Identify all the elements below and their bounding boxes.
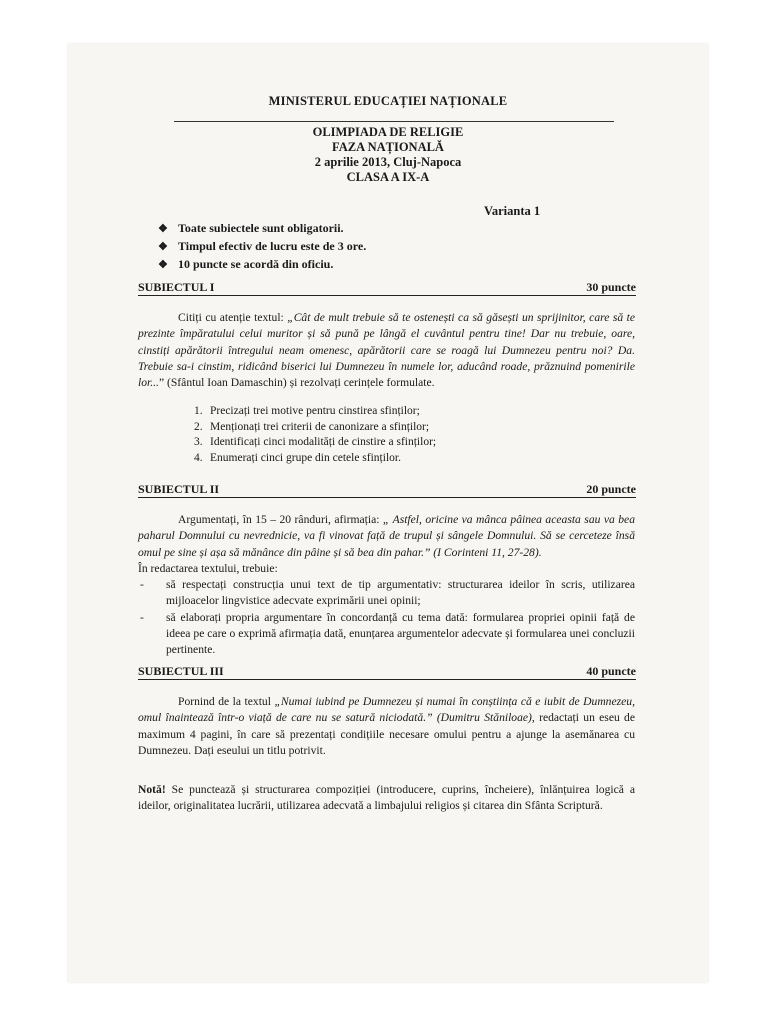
requirement-item [194, 420, 436, 436]
subject1-title: SUBIECTUL I [138, 280, 215, 294]
exam-paper [68, 44, 708, 982]
subject1-requirements [194, 404, 436, 466]
subject2-lead: În redactarea textului, trebuie: [138, 561, 278, 575]
subject3-heading [138, 664, 636, 680]
requirement-number: 1. [194, 405, 203, 417]
requirement-text: Precizați trei motive pentru cinstirea sfinților; [210, 405, 420, 417]
subject3-after: redactați un eseu de maximum 4 pagini, în care să prezentați condițiile necesare omului pentru a ajunge la asemănarea cu Dumnezeu. Dați eseului un titlu potrivit. [138, 711, 635, 757]
requirement-number: 2. [194, 420, 203, 433]
exam-rules [158, 220, 366, 274]
subject2-quote: „ Astfel, oricine va mânca pâinea aceasta sau va bea paharul Domnului cu nevrednicie, va fi vinovat față de trupul și sângele Domnului. Să se cerceteze însă omul pe sine și așa să mănânce din pâine și să bea din pahar.” (I Corinteni 11, 27-28). [138, 513, 635, 559]
phase-title: FAZA NAȚIONALĂ [332, 140, 444, 154]
header-divider [174, 121, 614, 122]
star-bullet-icon: ❖ [158, 223, 168, 235]
dash-bullet: - [140, 610, 144, 624]
bullet-text: să elaborați propria argumentare în concordanță cu tema dată: formularea propriei opinii față de ideea pe care o exprimă afirmația dată, enunțarea argumentelor adecvate și formularea unei concluzii pertinente. [166, 610, 635, 657]
subject2-title: SUBIECTUL II [138, 482, 220, 496]
star-bullet-icon: ❖ [158, 259, 168, 271]
subject2-intro: Argumentați, în 15 – 20 rânduri, afirmația: [178, 513, 383, 526]
date-place: 2 aprilie 2013, Cluj-Napoca [314, 155, 462, 169]
rule-item [158, 256, 366, 274]
rule-item [158, 220, 366, 238]
subject1-after: ” (Sfântul Ioan Damaschin) și rezolvați cerințele formulate. [158, 376, 435, 390]
subject2-bullet [138, 577, 635, 610]
olympiad-title: OLIMPIADA DE RELIGIE [312, 125, 464, 139]
requirement-text: Enumerați cinci grupe din cetele sfinților. [210, 451, 401, 464]
subject3-intro: Pornind de la textul [178, 695, 275, 708]
subject1-points: 30 puncte [586, 280, 636, 294]
note-label: Notă! [138, 783, 166, 796]
dash-bullet: - [140, 578, 144, 592]
requirement-number: 4. [194, 451, 203, 464]
requirement-number: 3. [194, 436, 203, 448]
rule-text: 10 puncte se acordă din oficiu. [178, 257, 334, 271]
subject1-intro: Citiți cu atenție textul: [178, 311, 288, 324]
subject2-heading [138, 482, 636, 498]
star-bullet-icon: ❖ [158, 241, 168, 253]
bullet-text: să respectați construcția unui text de tip argumentativ: structurarea ideilor în scris, utilizarea mijloacelor lingvistice adecvate exprimării unei opinii; [166, 578, 635, 608]
subject1-text [138, 310, 635, 391]
subject1-heading [138, 280, 636, 296]
variant-label: Varianta 1 [484, 204, 541, 218]
grade-title: CLASA A IX-A [346, 170, 430, 184]
subject2-points: 20 puncte [586, 482, 636, 496]
subject3-quote: „Numai iubind pe Dumnezeu și numai în conștiința că e iubit de Dumnezeu, omul înaintează într-o viață de care nu se satură niciodată.” (Dumitru Stăniloae), [138, 695, 635, 725]
requirement-item [194, 451, 436, 467]
subject1-quote: „Cât de mult trebuie să te ostenești ca să găsești un sprijinitor, care să te prezinte împăratului celui muritor și să pună pe lângă el cuvântul pentru tine! Dar nu trebuie, oare, cinstiți apărătorii întregului neam omenesc, apărătorii care se roagă lui Dumnezeu pentru noi? Da. Trebuie sa-i cinstim, ridicând biserici lui Dumnezeu în numele lor, aducând roade, prăznuind pomenirile lor... [138, 311, 635, 390]
subject3-title: SUBIECTUL III [138, 664, 224, 678]
rule-text: Toate subiectele sunt obligatorii. [178, 221, 344, 235]
requirement-item [194, 404, 436, 420]
subject3-points: 40 puncte [586, 664, 636, 678]
ministry-title: MINISTERUL EDUCAȚIEI NAȚIONALE [268, 94, 508, 108]
note-text: Se punctează și structurarea compoziției (introducere, cuprins, încheiere), înlănțuirea logică a ideilor, originalitatea lucrării, utilizarea adecvată a limbajului religios și citarea din Sfânta Scriptură. [138, 783, 635, 813]
grading-note [138, 782, 635, 815]
requirement-text: Identificați cinci modalități de cinstire a sfinților; [210, 436, 437, 448]
rule-item [158, 238, 366, 256]
requirement-item [194, 435, 436, 451]
subject2-text [138, 512, 635, 659]
subject3-text [138, 694, 635, 759]
subject2-bullet [138, 610, 635, 659]
requirement-text: Menționați trei criterii de canonizare a sfinților; [210, 420, 430, 433]
rule-text: Timpul efectiv de lucru este de 3 ore. [178, 239, 367, 253]
